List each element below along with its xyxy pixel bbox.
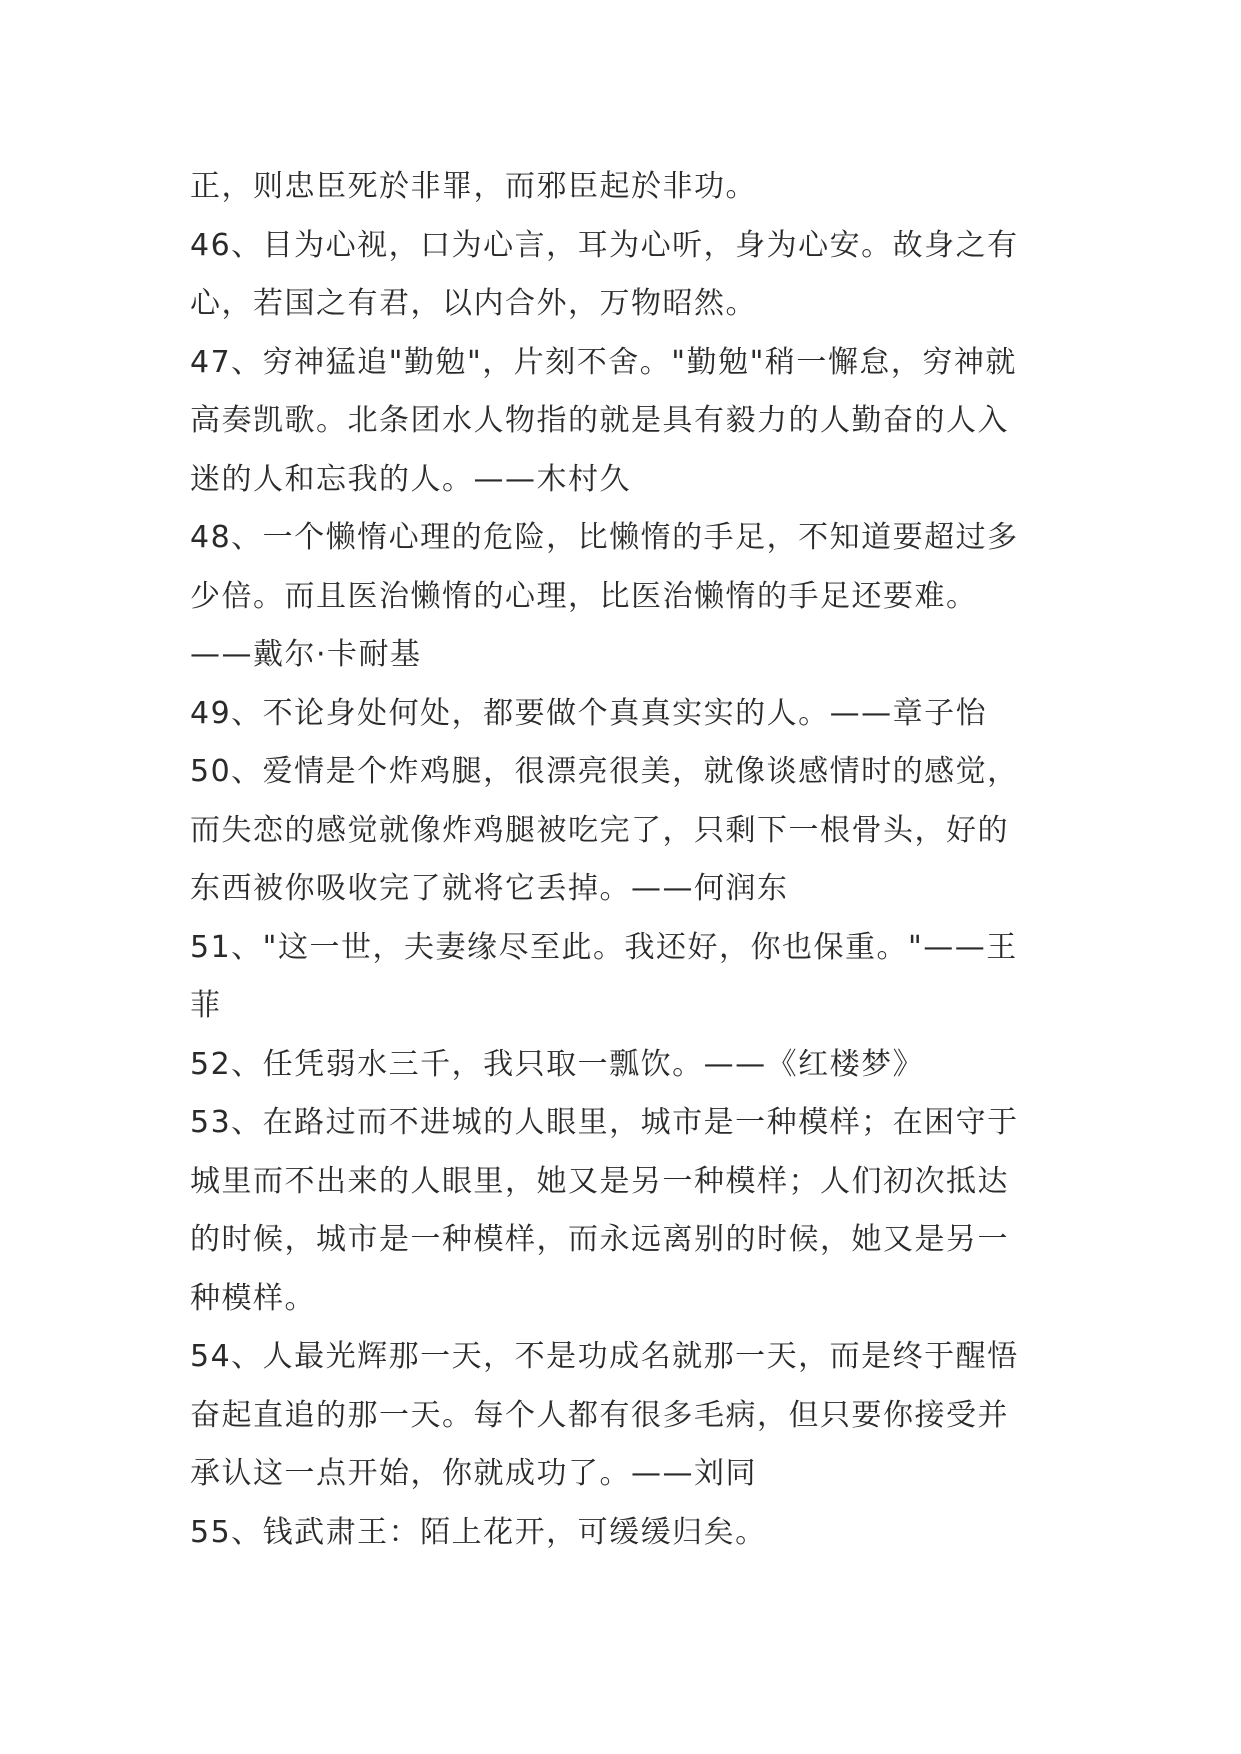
text-line: 奋起直追的那一天。每个人都有很多毛病，但只要你接受并: [190, 1397, 1009, 1433]
text-line: 的时候，城市是一种模样，而永远离别的时候，她又是另一: [190, 1222, 1009, 1257]
text-line: 高奏凯歌。北条团水人物指的就是具有毅力的人勤奋的人入: [190, 403, 1009, 438]
text-line: 东西被你吸收完了就将它丢掉。——何润东: [190, 871, 789, 906]
text-line: 52、任凭弱水三千，我只取一瓢饮。——《红楼梦》: [190, 1046, 925, 1082]
text-line: 49、不论身处何处，都要做个真真实实的人。——章子怡: [190, 695, 988, 731]
text-line: 菲: [190, 988, 222, 1023]
text-line: 47、穷神猛追"勤勉"，片刻不舍。"勤勉"稍一懈怠，穷神就: [190, 344, 1017, 380]
text-line: 迷的人和忘我的人。——木村久: [190, 461, 631, 497]
text-line: 承认这一点开始，你就成功了。——刘同: [190, 1456, 757, 1491]
text-line: 51、"这一世，夫妻缘尽至此。我还好，你也保重。"——王: [190, 929, 1018, 965]
text-line: 55、钱武肃王：陌上花开，可缓缓归矣。: [190, 1514, 767, 1550]
text-line: 少倍。而且医治懒惰的心理，比医治懒惰的手足还要难。: [190, 578, 978, 614]
text-line: 而失恋的感觉就像炸鸡腿被吃完了，只剩下一根骨头，好的: [190, 812, 1009, 848]
text-line: 城里而不出来的人眼里，她又是另一种模样；人们初次抵达: [190, 1163, 1009, 1199]
text-line: 50、爱情是个炸鸡腿，很漂亮很美，就像谈感情时的感觉，: [190, 754, 1019, 789]
text-line: ——戴尔·卡耐基: [190, 637, 422, 672]
document-body: [190, 158, 1070, 1562]
text-line: 53、在路过而不进城的人眼里，城市是一种模样；在困守于: [190, 1105, 1019, 1140]
text-line: 种模样。: [190, 1280, 316, 1316]
text-line: 48、一个懒惰心理的危险，比懒惰的手足，不知道要超过多: [190, 520, 1019, 555]
text-line: 心，若国之有君，以内合外，万物昭然。: [190, 286, 757, 321]
text-line: 正，则忠臣死於非罪，而邪臣起於非功。: [190, 169, 757, 204]
text-line: 54、人最光辉那一天，不是功成名就那一天，而是终于醒悟: [190, 1339, 1019, 1374]
text-line: 46、目为心视，口为心言，耳为心听，身为心安。故身之有: [190, 227, 1019, 263]
